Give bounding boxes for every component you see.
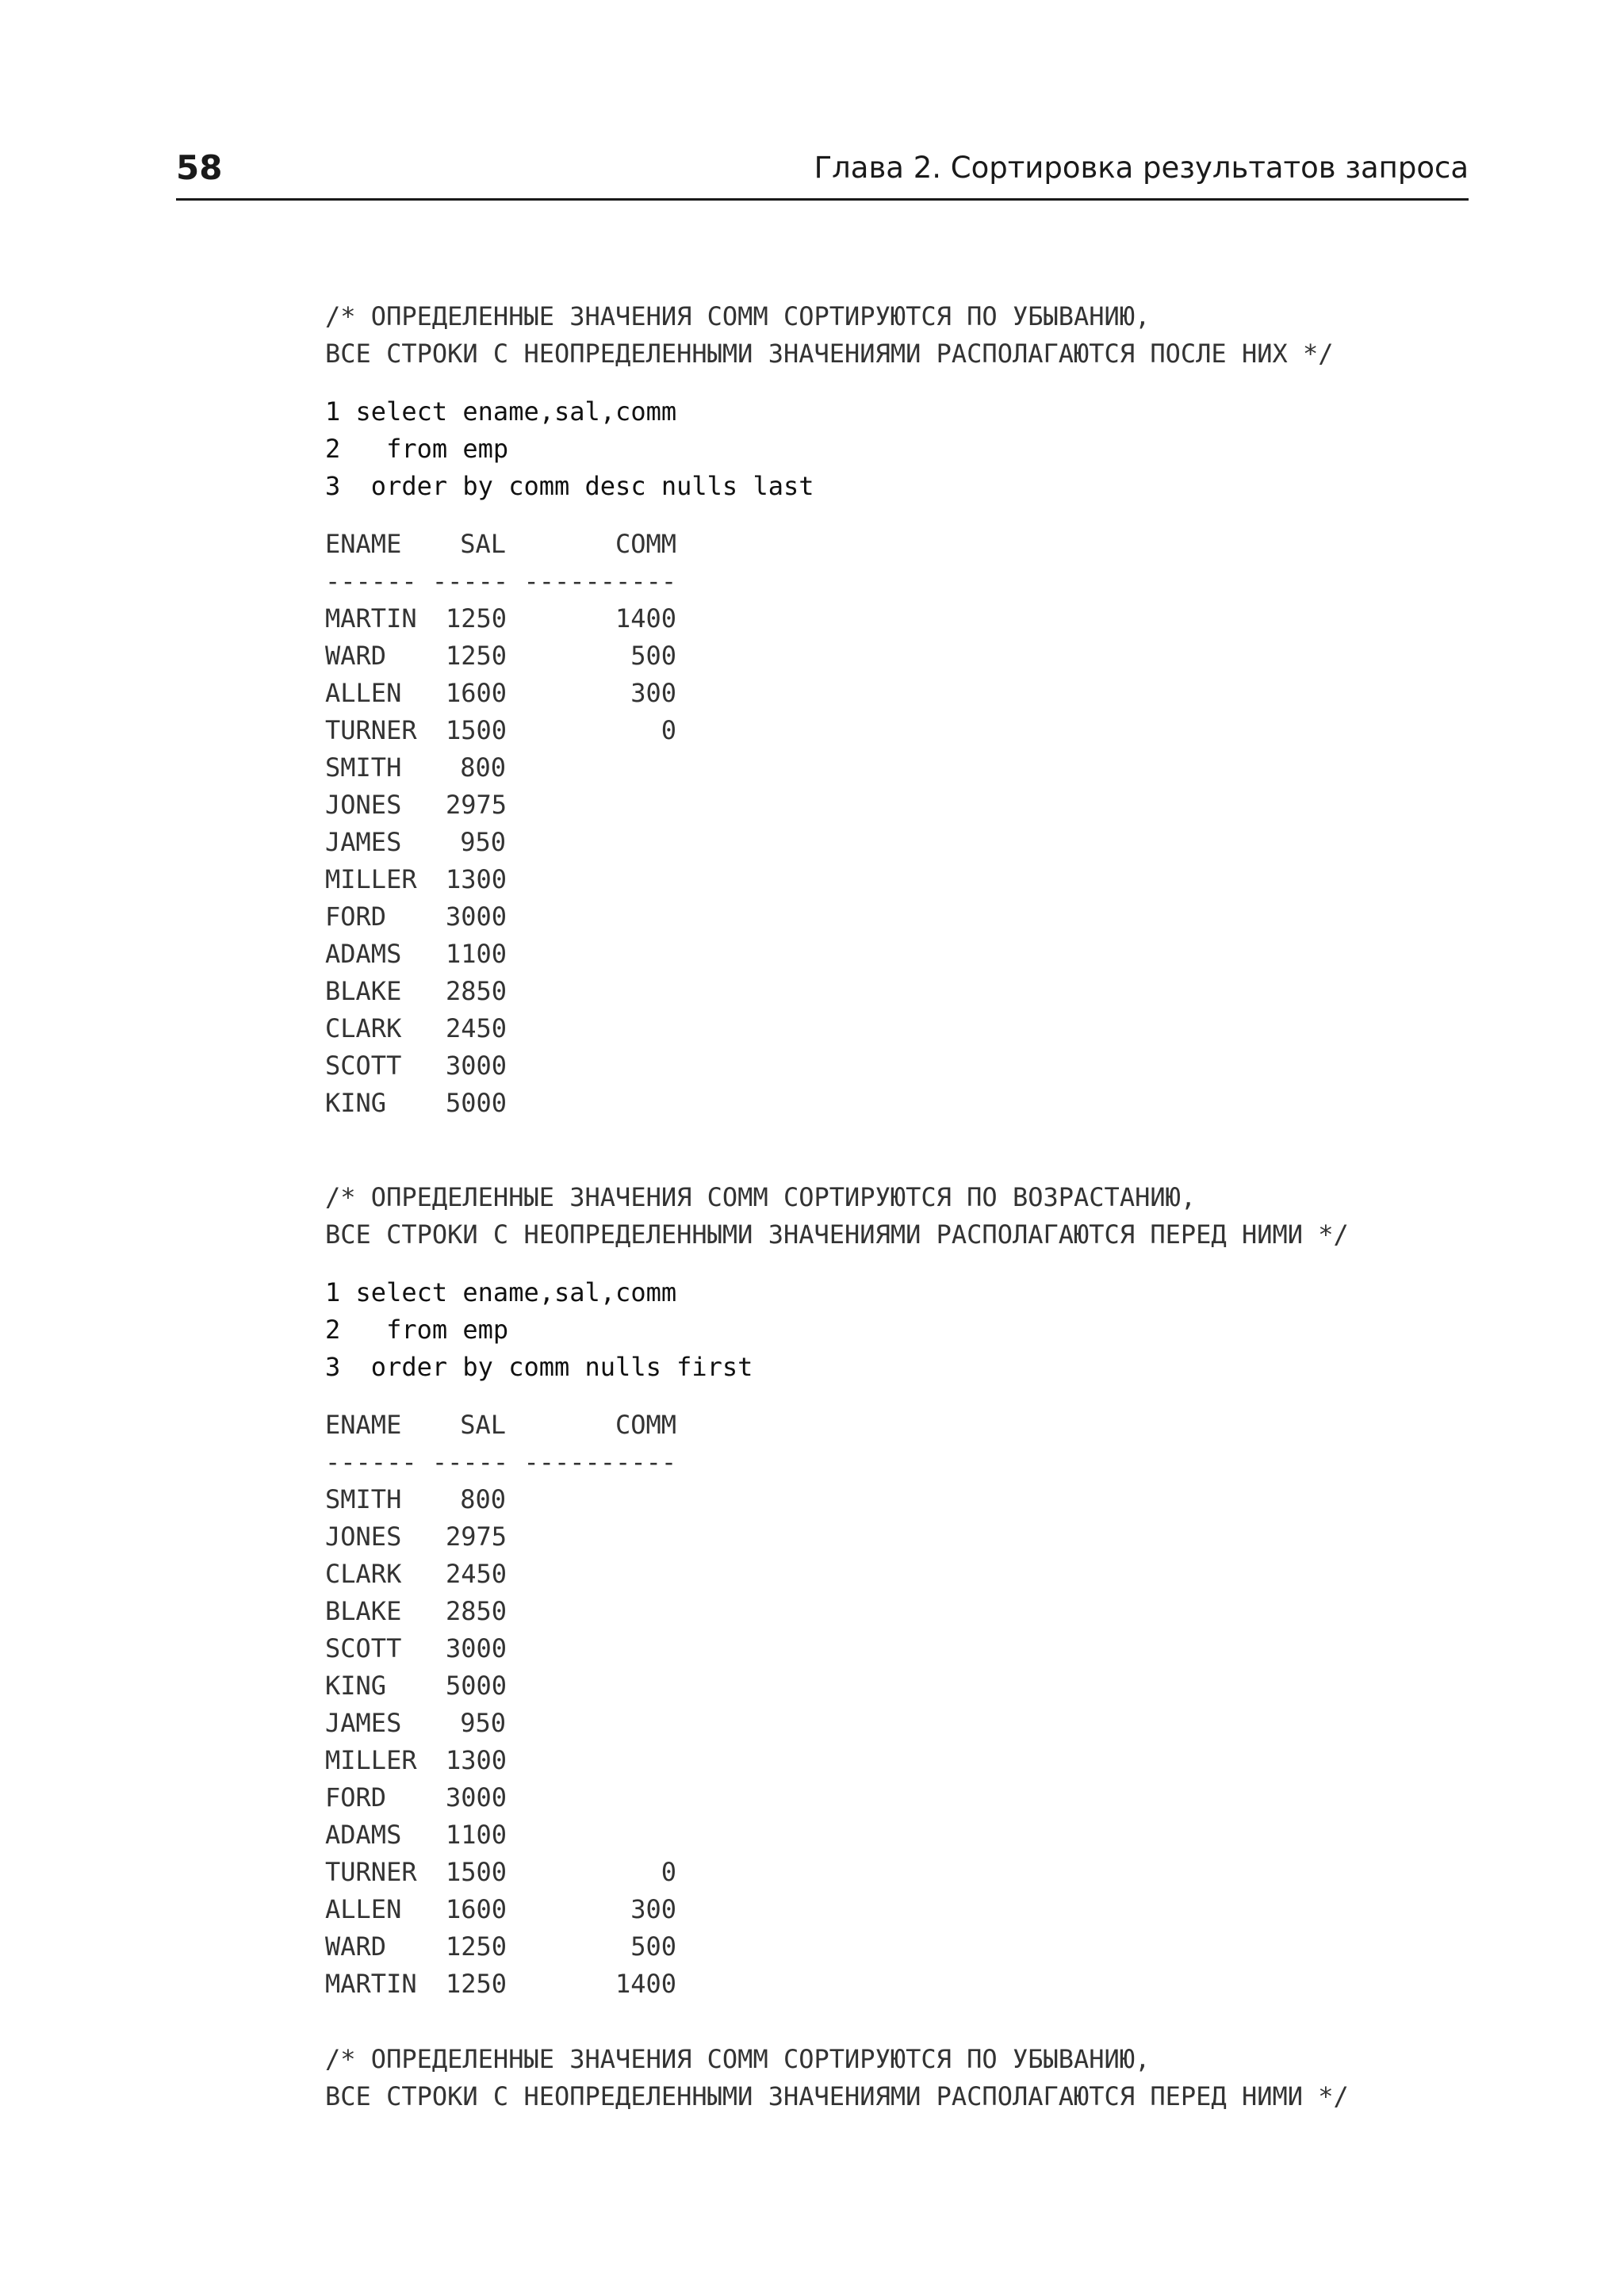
cell-ename: JONES bbox=[325, 1522, 402, 1552]
table-separator: ------ ----- ---------- bbox=[325, 1447, 677, 1477]
cell-ename: SMITH bbox=[325, 1484, 402, 1514]
cell-sal: 2450 bbox=[446, 1013, 508, 1043]
page-content bbox=[325, 298, 1451, 2115]
cell-ename: ALLEN bbox=[325, 678, 402, 708]
table-row bbox=[325, 637, 1451, 675]
comment-line: ВСЕ СТРОКИ С НЕОПРЕДЕЛЕННЫМИ ЗНАЧЕНИЯМИ РАСПОЛАГАЮТСЯ ПЕРЕД НИМИ */ bbox=[325, 2081, 1349, 2111]
table-row bbox=[325, 1966, 1451, 2003]
cell-sal: 5000 bbox=[446, 1671, 508, 1701]
cell-sal: 1250 bbox=[446, 603, 508, 634]
table-row bbox=[325, 600, 1451, 637]
cell-ename: ADAMS bbox=[325, 1820, 402, 1850]
cell-sal: 1600 bbox=[446, 1894, 508, 1924]
cell-ename: SCOTT bbox=[325, 1051, 402, 1081]
cell-sal: 2450 bbox=[446, 1559, 508, 1589]
code-line: 3 order by comm nulls first bbox=[325, 1352, 753, 1382]
cell-ename: JAMES bbox=[325, 827, 402, 857]
cell-comm: 1400 bbox=[615, 603, 676, 634]
cell-sal: 3000 bbox=[446, 1782, 508, 1813]
cell-ename: KING bbox=[325, 1671, 387, 1701]
cell-ename: ADAMS bbox=[325, 939, 402, 969]
comment-line: ВСЕ СТРОКИ С НЕОПРЕДЕЛЕННЫМИ ЗНАЧЕНИЯМИ РАСПОЛАГАЮТСЯ ПОСЛЕ НИХ */ bbox=[325, 339, 1334, 369]
cell-sal: 1300 bbox=[446, 864, 508, 894]
comment-line: /* ОПРЕДЕЛЕННЫЕ ЗНАЧЕНИЯ COMM СОРТИРУЮТСЯ ПО УБЫВАНИЮ, bbox=[325, 301, 1151, 331]
page-header bbox=[176, 149, 1469, 201]
table-separator: ------ ----- ---------- bbox=[325, 566, 677, 596]
cell-ename: TURNER bbox=[325, 715, 417, 745]
table-row bbox=[325, 1593, 1451, 1630]
result-table-2 bbox=[325, 1407, 1451, 2003]
table-row bbox=[325, 1630, 1451, 1667]
cell-ename: FORD bbox=[325, 902, 387, 932]
cell-ename: FORD bbox=[325, 1782, 387, 1813]
cell-sal: 1100 bbox=[446, 939, 508, 969]
cell-ename: JAMES bbox=[325, 1708, 402, 1738]
cell-sal: 2975 bbox=[446, 790, 508, 820]
sql-comment-2 bbox=[325, 1179, 1451, 1254]
cell-sal: 1600 bbox=[446, 678, 508, 708]
table-row bbox=[325, 787, 1451, 824]
cell-sal: 1250 bbox=[446, 1969, 508, 1999]
column-header: SAL bbox=[460, 529, 506, 559]
table-row bbox=[325, 749, 1451, 787]
table-row bbox=[325, 1518, 1451, 1556]
cell-ename: CLARK bbox=[325, 1013, 402, 1043]
cell-sal: 1500 bbox=[446, 715, 508, 745]
table-row bbox=[325, 824, 1451, 861]
cell-sal: 3000 bbox=[446, 902, 508, 932]
cell-sal: 1500 bbox=[446, 1857, 508, 1887]
cell-sal: 800 bbox=[460, 1484, 506, 1514]
table-row bbox=[325, 1667, 1451, 1705]
cell-sal: 2975 bbox=[446, 1522, 508, 1552]
cell-comm: 500 bbox=[630, 641, 676, 671]
code-line: 3 order by comm desc nulls last bbox=[325, 471, 814, 501]
page-number: 58 bbox=[176, 148, 223, 187]
cell-ename: BLAKE bbox=[325, 1596, 402, 1626]
cell-ename: KING bbox=[325, 1088, 387, 1118]
cell-comm: 300 bbox=[630, 678, 676, 708]
cell-ename: SMITH bbox=[325, 752, 402, 783]
cell-sal: 800 bbox=[460, 752, 506, 783]
table-row bbox=[325, 1928, 1451, 1966]
sql-comment-1 bbox=[325, 298, 1451, 373]
code-line: 1 select ename,sal,comm bbox=[325, 1277, 677, 1307]
sql-code-1 bbox=[325, 393, 1451, 505]
table-row bbox=[325, 1556, 1451, 1593]
cell-comm: 300 bbox=[630, 1894, 676, 1924]
column-header: COMM bbox=[615, 529, 676, 559]
table-row bbox=[325, 1816, 1451, 1854]
cell-comm: 500 bbox=[630, 1931, 676, 1962]
table-row bbox=[325, 1705, 1451, 1742]
cell-ename: WARD bbox=[325, 1931, 387, 1962]
column-header: SAL bbox=[460, 1410, 506, 1440]
table-row bbox=[325, 1085, 1451, 1122]
table-row bbox=[325, 675, 1451, 712]
sql-code-2 bbox=[325, 1274, 1451, 1386]
table-row bbox=[325, 1047, 1451, 1085]
cell-ename: TURNER bbox=[325, 1857, 417, 1887]
table-row bbox=[325, 861, 1451, 898]
table-row bbox=[325, 712, 1451, 749]
cell-sal: 1300 bbox=[446, 1745, 508, 1775]
cell-comm: 0 bbox=[661, 715, 676, 745]
sql-comment-3 bbox=[325, 2041, 1451, 2115]
table-row bbox=[325, 1891, 1451, 1928]
table-header-row bbox=[325, 1407, 1451, 1444]
cell-ename: CLARK bbox=[325, 1559, 402, 1589]
running-chapter-title: Глава 2. Сортировка результатов запроса bbox=[814, 151, 1469, 185]
comment-line: ВСЕ СТРОКИ С НЕОПРЕДЕЛЕННЫМИ ЗНАЧЕНИЯМИ РАСПОЛАГАЮТСЯ ПЕРЕД НИМИ */ bbox=[325, 1219, 1349, 1250]
cell-ename: ALLEN bbox=[325, 1894, 402, 1924]
code-line: 2 from emp bbox=[325, 1315, 509, 1345]
table-row bbox=[325, 1854, 1451, 1891]
table-row bbox=[325, 898, 1451, 936]
table-row bbox=[325, 973, 1451, 1010]
cell-ename: BLAKE bbox=[325, 976, 402, 1006]
cell-ename: JONES bbox=[325, 790, 402, 820]
cell-ename: MILLER bbox=[325, 864, 417, 894]
table-row bbox=[325, 1481, 1451, 1518]
cell-sal: 950 bbox=[460, 1708, 506, 1738]
code-line: 2 from emp bbox=[325, 434, 509, 464]
cell-sal: 1250 bbox=[446, 641, 508, 671]
cell-sal: 2850 bbox=[446, 976, 508, 1006]
table-row bbox=[325, 936, 1451, 973]
cell-sal: 950 bbox=[460, 827, 506, 857]
cell-ename: MARTIN bbox=[325, 1969, 417, 1999]
column-header: ENAME bbox=[325, 1410, 402, 1440]
table-row bbox=[325, 1010, 1451, 1047]
code-line: 1 select ename,sal,comm bbox=[325, 396, 677, 427]
cell-ename: MILLER bbox=[325, 1745, 417, 1775]
cell-comm: 1400 bbox=[615, 1969, 676, 1999]
cell-sal: 1250 bbox=[446, 1931, 508, 1962]
cell-sal: 3000 bbox=[446, 1633, 508, 1663]
column-header: ENAME bbox=[325, 529, 402, 559]
cell-comm: 0 bbox=[661, 1857, 676, 1887]
cell-sal: 5000 bbox=[446, 1088, 508, 1118]
table-header-row bbox=[325, 526, 1451, 563]
cell-sal: 1100 bbox=[446, 1820, 508, 1850]
cell-ename: SCOTT bbox=[325, 1633, 402, 1663]
comment-line: /* ОПРЕДЕЛЕННЫЕ ЗНАЧЕНИЯ COMM СОРТИРУЮТСЯ ПО ВОЗРАСТАНИЮ, bbox=[325, 1182, 1197, 1212]
cell-ename: WARD bbox=[325, 641, 387, 671]
result-table-1 bbox=[325, 526, 1451, 1122]
comment-line: /* ОПРЕДЕЛЕННЫЕ ЗНАЧЕНИЯ COMM СОРТИРУЮТСЯ ПО УБЫВАНИЮ, bbox=[325, 2044, 1151, 2074]
cell-sal: 2850 bbox=[446, 1596, 508, 1626]
cell-ename: MARTIN bbox=[325, 603, 417, 634]
cell-sal: 3000 bbox=[446, 1051, 508, 1081]
table-row bbox=[325, 1779, 1451, 1816]
table-row bbox=[325, 1742, 1451, 1779]
column-header: COMM bbox=[615, 1410, 676, 1440]
